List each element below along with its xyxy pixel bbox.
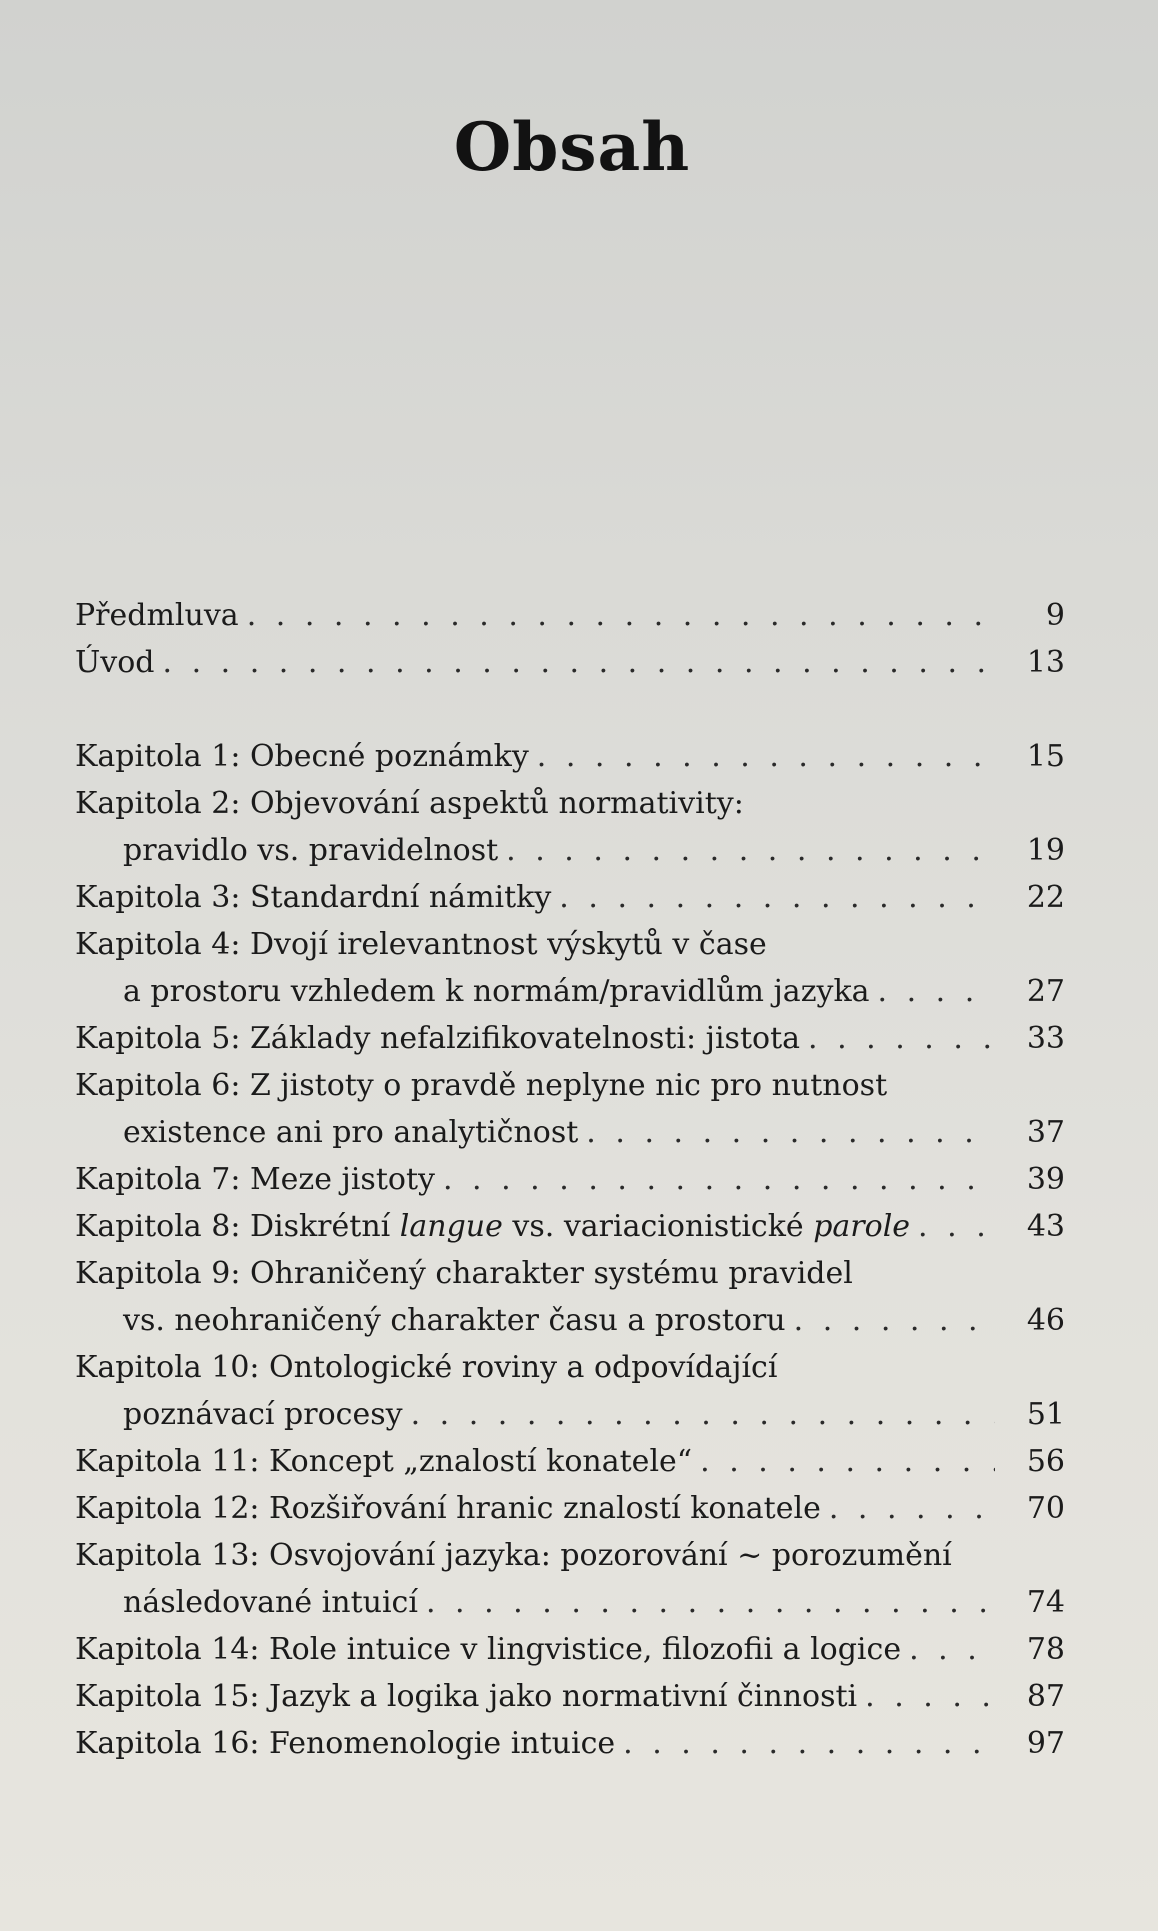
toc-page-number: 13 [1026,645,1065,680]
toc-entry-continuation: poznávací procesy [123,1397,403,1432]
dot-leader [821,1485,995,1532]
toc-entry-label: Kapitola 7: Meze jistoty [75,1162,435,1197]
toc-entry-label: Kapitola 2: Objevování aspektů normativity: [75,786,744,821]
toc-page-number: 87 [1026,1679,1065,1714]
dot-leader [403,1391,995,1438]
toc-entry-continuation: a prostoru vzhledem k normám/pravidlům jazyka [123,974,870,1009]
dot-leader [239,592,995,639]
toc-entry-chapter-7 [75,1156,1065,1203]
toc-entry-continuation: pravidlo vs. pravidelnost [123,833,499,868]
toc-entry-chapter-13 [75,1532,1065,1626]
toc-entry-label: Kapitola 5: Základy nefalzifikovatelnosti: jistota [75,1021,801,1056]
section-gap [75,686,1065,733]
toc-page-number: 15 [1026,739,1065,774]
toc-page-number: 22 [1026,880,1065,915]
dot-leader [418,1579,995,1626]
toc-entry-chapter-1 [75,733,1065,780]
toc-entry-chapter-6 [75,1062,1065,1156]
toc-entry-continuation: vs. neohraničený charakter času a prostoru [123,1303,786,1338]
label-part: vs. variacionistické [502,1209,814,1244]
table-of-contents [75,592,1065,1767]
toc-entry-predmluva [75,592,1065,639]
toc-entry-label: Kapitola 6: Z jistoty o pravdě neplyne nic pro nutnost [75,1068,888,1103]
toc-page-number: 39 [1026,1162,1065,1197]
toc-page-number: 51 [1026,1397,1065,1432]
toc-entry-label: Předmluva [75,598,239,633]
toc-page-number: 27 [1026,974,1065,1009]
dot-leader [578,1109,995,1156]
toc-entry-chapter-11 [75,1438,1065,1485]
toc-page-number: 37 [1026,1115,1065,1150]
toc-entry-chapter-8 [75,1203,1065,1250]
toc-page-number: 46 [1026,1303,1065,1338]
toc-page-number: 74 [1026,1585,1065,1620]
toc-entry-chapter-15 [75,1673,1065,1720]
dot-leader [910,1203,995,1250]
toc-page-number: 56 [1026,1444,1065,1479]
label-part-italic: parole [813,1209,911,1244]
toc-entry-chapter-5 [75,1015,1065,1062]
dot-leader [800,1015,995,1062]
toc-page-number: 70 [1026,1491,1065,1526]
toc-page-number: 97 [1026,1726,1065,1761]
toc-page-number: 43 [1026,1209,1065,1244]
toc-entry-chapter-14 [75,1626,1065,1673]
page-title: Obsah [453,108,691,186]
toc-entry-label: Kapitola 1: Obecné poznámky [75,739,529,774]
dot-leader [551,874,995,921]
dot-leader [901,1626,995,1673]
toc-page-number: 19 [1026,833,1065,868]
toc-entry-label: Kapitola 14: Role intuice v lingvistice, filozofii a logice [75,1632,902,1667]
dot-leader [692,1438,995,1485]
toc-page-number: 78 [1026,1632,1065,1667]
toc-entry-chapter-12 [75,1485,1065,1532]
dot-leader [529,733,995,780]
toc-page-number: 9 [1045,598,1065,633]
label-part-italic: langue [399,1209,503,1244]
dot-leader [857,1673,995,1720]
toc-entry-chapter-4 [75,921,1065,1015]
dot-leader [435,1156,995,1203]
toc-entry-chapter-9 [75,1250,1065,1344]
toc-entry-label: Kapitola 3: Standardní námitky [75,880,552,915]
toc-entry-label: Kapitola 10: Ontologické roviny a odpovídající [75,1350,778,1385]
label-part: Kapitola 8: Diskrétní [75,1209,400,1244]
toc-entry-chapter-3 [75,874,1065,921]
dot-leader [498,827,995,874]
toc-entry-label: Kapitola 13: Osvojování jazyka: pozorování ~ porozumění [75,1538,952,1573]
toc-entry-continuation: existence ani pro analytičnost [123,1115,579,1150]
dot-leader [155,639,996,686]
toc-entry-label: Kapitola 11: Koncept „znalostí konatele“ [75,1444,693,1479]
toc-entry-label: Úvod [75,645,155,680]
toc-entry-label [75,1203,910,1250]
dot-leader [870,968,995,1015]
toc-page-number: 33 [1026,1021,1065,1056]
toc-entry-chapter-16 [75,1720,1065,1767]
toc-entry-label: Kapitola 15: Jazyk a logika jako normativní činnosti [75,1679,858,1714]
toc-entry-label: Kapitola 16: Fenomenologie intuice [75,1726,616,1761]
toc-entry-chapter-2 [75,780,1065,874]
toc-entry-label: Kapitola 9: Ohraničený charakter systému pravidel [75,1256,853,1291]
dot-leader [615,1720,995,1767]
toc-entry-uvod [75,639,1065,686]
dot-leader [786,1297,995,1344]
toc-entry-continuation: následované intuicí [123,1585,418,1620]
toc-entry-label: Kapitola 12: Rozšiřování hranic znalostí konatele [75,1491,821,1526]
toc-entry-chapter-10 [75,1344,1065,1438]
toc-entry-label: Kapitola 4: Dvojí irelevantnost výskytů v čase [75,927,767,962]
